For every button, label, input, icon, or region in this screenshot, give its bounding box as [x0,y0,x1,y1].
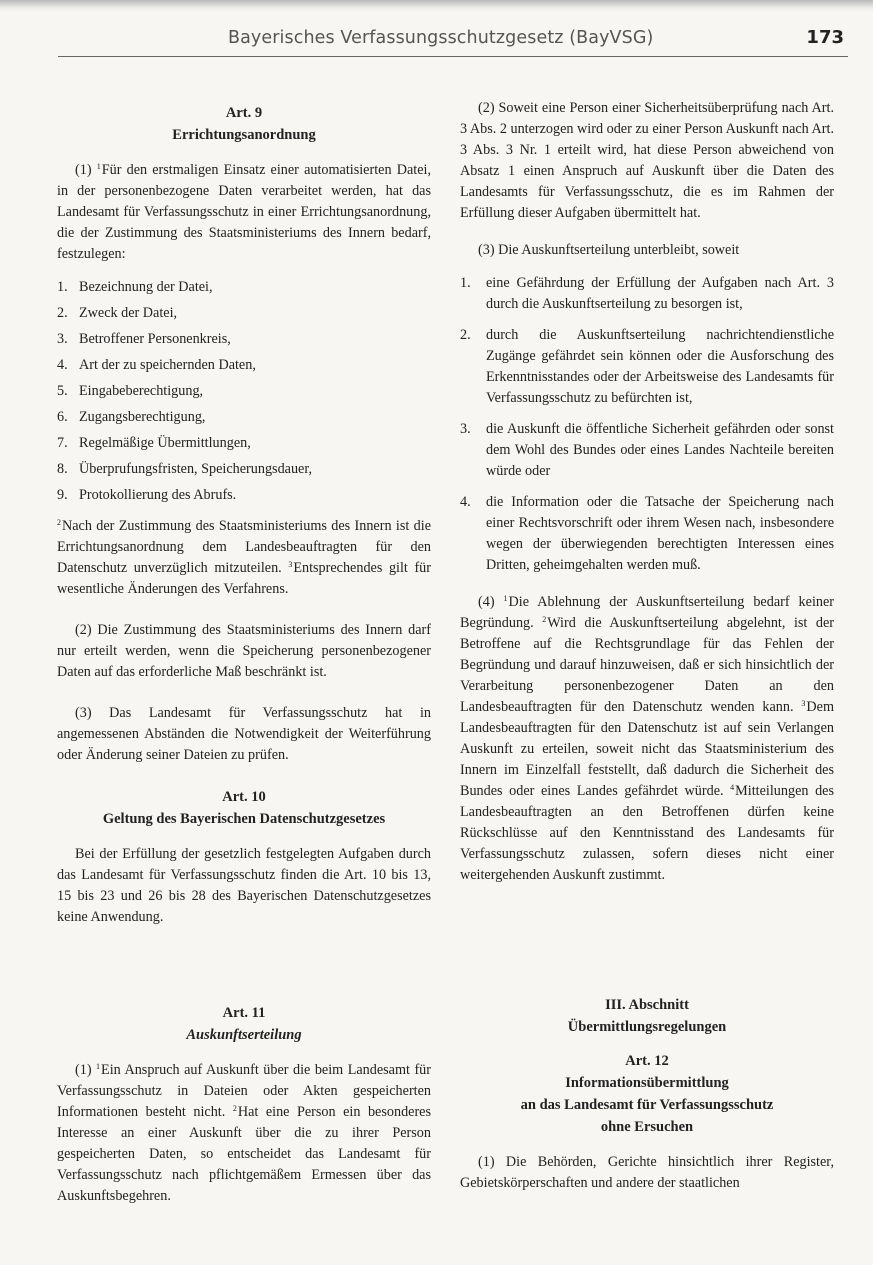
list-item [57,459,431,480]
list-item-text: durch die Auskunftserteilung nachrichtendienstliche Zugänge gefährdet sein können oder die Ausforschung des Erkenntnisstandes oder der Arbeitsweise des Landesamts für Verfassungsschutz zu befürchten ist, [486,327,834,406]
list-item-text: Betroffener Personenkreis, [79,331,231,347]
art11-para4c-text: Dem Landesbeauftragten für den Datenschutz ist auf sein Verlangen Auskunft zu erteilen, soweit nicht das Staatsministerium des Innern im Einzelfall feststellt, daß dadurch die Sicherheit des Bundes oder eines Landes gefährdet würde. [460,699,834,799]
art12-title-line1: Informationsübermittlung [565,1075,729,1091]
list-item-number: 9. [57,487,68,503]
page-number: 173 [806,27,844,48]
sentence-number: 2 [57,518,61,527]
art11-list [460,273,834,576]
section3-number: III. Abschnitt [605,997,689,1013]
list-item [57,277,431,298]
list-item-number: 3. [460,421,471,437]
sentence-number: 1 [503,594,508,603]
list-item-number: 4. [460,494,471,510]
art9-para1b [57,516,431,600]
sentence-number: 2 [232,1104,237,1113]
art10-number: Art. 10 [222,789,266,805]
list-item [460,492,834,576]
art11-para4a-text: (4) $^1$Die Ablehnung der Auskunftserteilung bedarf keiner Begründung. [460,594,835,631]
art11-para4 [460,592,834,886]
art11-para4b-text: Wird die Auskunftserteilung abgelehnt, ist der Betroffene auf die Rechtsgrundlage für das Fehlen der Begründung und darauf hinzuweisen, daß er sich hinsichtlich der Verarbeitung personenbezogener Daten an den Landesbeauftragten für den Datenschutz wenden kann. [460,615,834,715]
art12-para1: (1) Die Behörden, Gerichte hinsichtlich ihrer Register, Gebietskörperschaften und andere der staatlichen [460,1154,834,1191]
list-item-number: 4. [57,357,68,373]
list-item [460,273,834,315]
list-item [460,419,834,482]
art11-para3: (3) Die Auskunftserteilung unterbleibt, soweit [478,242,740,258]
list-item-text: Zweck der Datei, [79,305,178,321]
art11-para1 [57,1060,431,1207]
list-item-text: Zugangsberechtigung, [79,409,206,425]
list-item-text: Eingabeberechtigung, [79,383,204,399]
list-item-text: die Information oder die Tatsache der Speicherung nach einer Rechtsvorschrift oder ihrem Wesen nach, insbesondere wegen der überwiegenden berechtigten Interessen eines Dritten, geheimgehalten werden muß. [486,494,834,573]
list-item-number: 2. [460,327,471,343]
list-item [57,485,431,506]
running-title: Bayerisches Verfassungsschutzgesetz (BayVSG) [228,28,654,48]
list-item [460,325,834,409]
list-item-text: Regelmäßige Übermittlungen, [79,435,251,451]
list-item-number: 1. [57,279,68,295]
art9-number: Art. 9 [225,105,263,121]
sentence-number: 2 [542,615,547,624]
list-item-text: die Auskunft die öffentliche Sicherheit gefährden oder sonst dem Wohl des Bundes oder eines Landes Nachteile bereiten würde oder [486,421,834,479]
list-item-number: 3. [57,331,68,347]
art10-heading [57,786,431,830]
list-item-text: Art der zu speichernden Daten, [79,357,256,373]
list-item [57,433,431,454]
list-item-number: 5. [57,383,68,399]
list-item [57,381,431,402]
art12-title-line2: an das Landesamt für Verfassungsschutz [520,1097,774,1113]
art11-number: Art. 11 [222,1005,266,1021]
list-item [57,355,431,376]
art9-heading [57,102,431,146]
art9-para1b-text: Nach der Zustimmung des Staatsministeriums des Innern ist die Errichtungsanordnung dem Landesbeauftragten für den Datenschutz unverzüglich mitzuteilen. [57,518,431,576]
sentence-number: 1 [96,162,101,171]
art9-para1-text: (1) $^1$Für den erstmaligen Einsatz einer automatisierten Datei, in der personenbezogene Daten verarbeitet werden, hat das Landesamt für Verfassungsschutz in einer Errichtungsanordnung, die der Zustimmung des Staatsministeriums des Innern bedarf, festzulegen: [57,162,431,262]
art10-para1: Bei der Erfüllung der gesetzlich festgelegten Aufgaben durch das Landesamt für Verfassungsschutz finden die Art. 10 bis 13, 15 bis 23 und 26 bis 28 des Bayerischen Datenschutzgesetzes keine Anwendung. [57,846,431,925]
left-column [57,102,431,940]
left-column-lower [57,1002,431,1219]
art11-para4d-text: Mitteilungen des Landesbeauftragten an den Betroffenen dürfen keine Rückschlüsse auf den Kenntnisstand des Landesamts für Verfassungsschutz zulassen, sofern dieses nicht einer weitergehenden Auskunft zustimmt. [460,783,834,883]
art11-para1b-text: Hat eine Person ein besonderes Interesse an einer Auskunft über die zu ihrer Person gespeicherten Daten, so entscheidet das Landesamt für Verfassungsschutz nach pflichtgemäßem Ermessen über das Auskunftsbegehren. [57,1104,432,1204]
page-header [58,26,848,57]
section3-title: Übermittlungsregelungen [567,1019,727,1035]
list-item-number: 8. [57,461,68,477]
list-item-number: 2. [57,305,68,321]
sentence-number: 3 [288,560,293,569]
art9-list [57,277,431,506]
art9-para2: (2) Die Zustimmung des Staatsministeriums des Innern darf nur erteilt werden, wenn die Speicherung personenbezogener Daten auf das erforderliche Maß beschränkt ist. [57,622,431,680]
list-item [57,407,431,428]
scan-edge [0,0,873,12]
art12-title-line3: ohne Ersuchen [600,1119,694,1135]
art11-para1-text: (1) $^1$Ein Anspruch auf Auskunft über die beim Landesamt für Verfassungsschutz in Dateien oder Akten gespeicherten Informationen besteht nicht. [57,1062,431,1120]
list-item-text: Überprufungsfristen, Speicherungsdauer, [79,461,313,477]
art9-para1 [57,160,431,265]
list-item-number: 7. [57,435,68,451]
right-column [460,98,834,898]
art11-title: Auskunftserteilung [186,1027,302,1043]
art11-para2: (2) Soweit eine Person einer Sicherheitsüberprüfung nach Art. 3 Abs. 2 unterzogen wird oder zu einer Person Auskunft nach Art. 3 Abs. 3 Nr. 1 erteilt wird, hat diese Person abweichend von Absatz 1 einen Anspruch auf Auskunft über die Daten des Landesamts für Verfassungsschutz, die es im Rahmen der Erfüllung dieser Aufgaben übermittelt hat. [460,100,834,221]
list-item-text: Protokollierung des Abrufs. [79,487,237,503]
list-item [57,329,431,350]
section3-heading [460,994,834,1038]
art9-para1c-text: Entsprechendes gilt für wesentliche Änderungen des Verfahrens. [57,560,431,597]
art11-heading [57,1002,431,1046]
art9-title: Errichtungsanordnung [172,127,316,143]
sentence-number: 1 [96,1062,101,1071]
sentence-number: 4 [730,783,735,792]
art12-number: Art. 12 [625,1053,669,1069]
list-item [57,303,431,324]
art9-para3: (3) Das Landesamt für Verfassungsschutz hat in angemessenen Abständen die Notwendigkeit der Weiterführung oder Änderung seiner Dateien zu prüfen. [57,705,431,763]
list-item-text: Bezeichnung der Datei, [79,279,213,295]
sentence-number: 3 [801,699,806,708]
art10-title: Geltung des Bayerischen Datenschutzgesetzes [102,811,386,827]
list-item-number: 6. [57,409,68,425]
list-item-number: 1. [460,275,471,291]
art12-heading [460,1050,834,1138]
right-column-lower [460,994,834,1206]
list-item-text: eine Gefährdung der Erfüllung der Aufgaben nach Art. 3 durch die Auskunftserteilung zu besorgen ist, [486,275,834,312]
